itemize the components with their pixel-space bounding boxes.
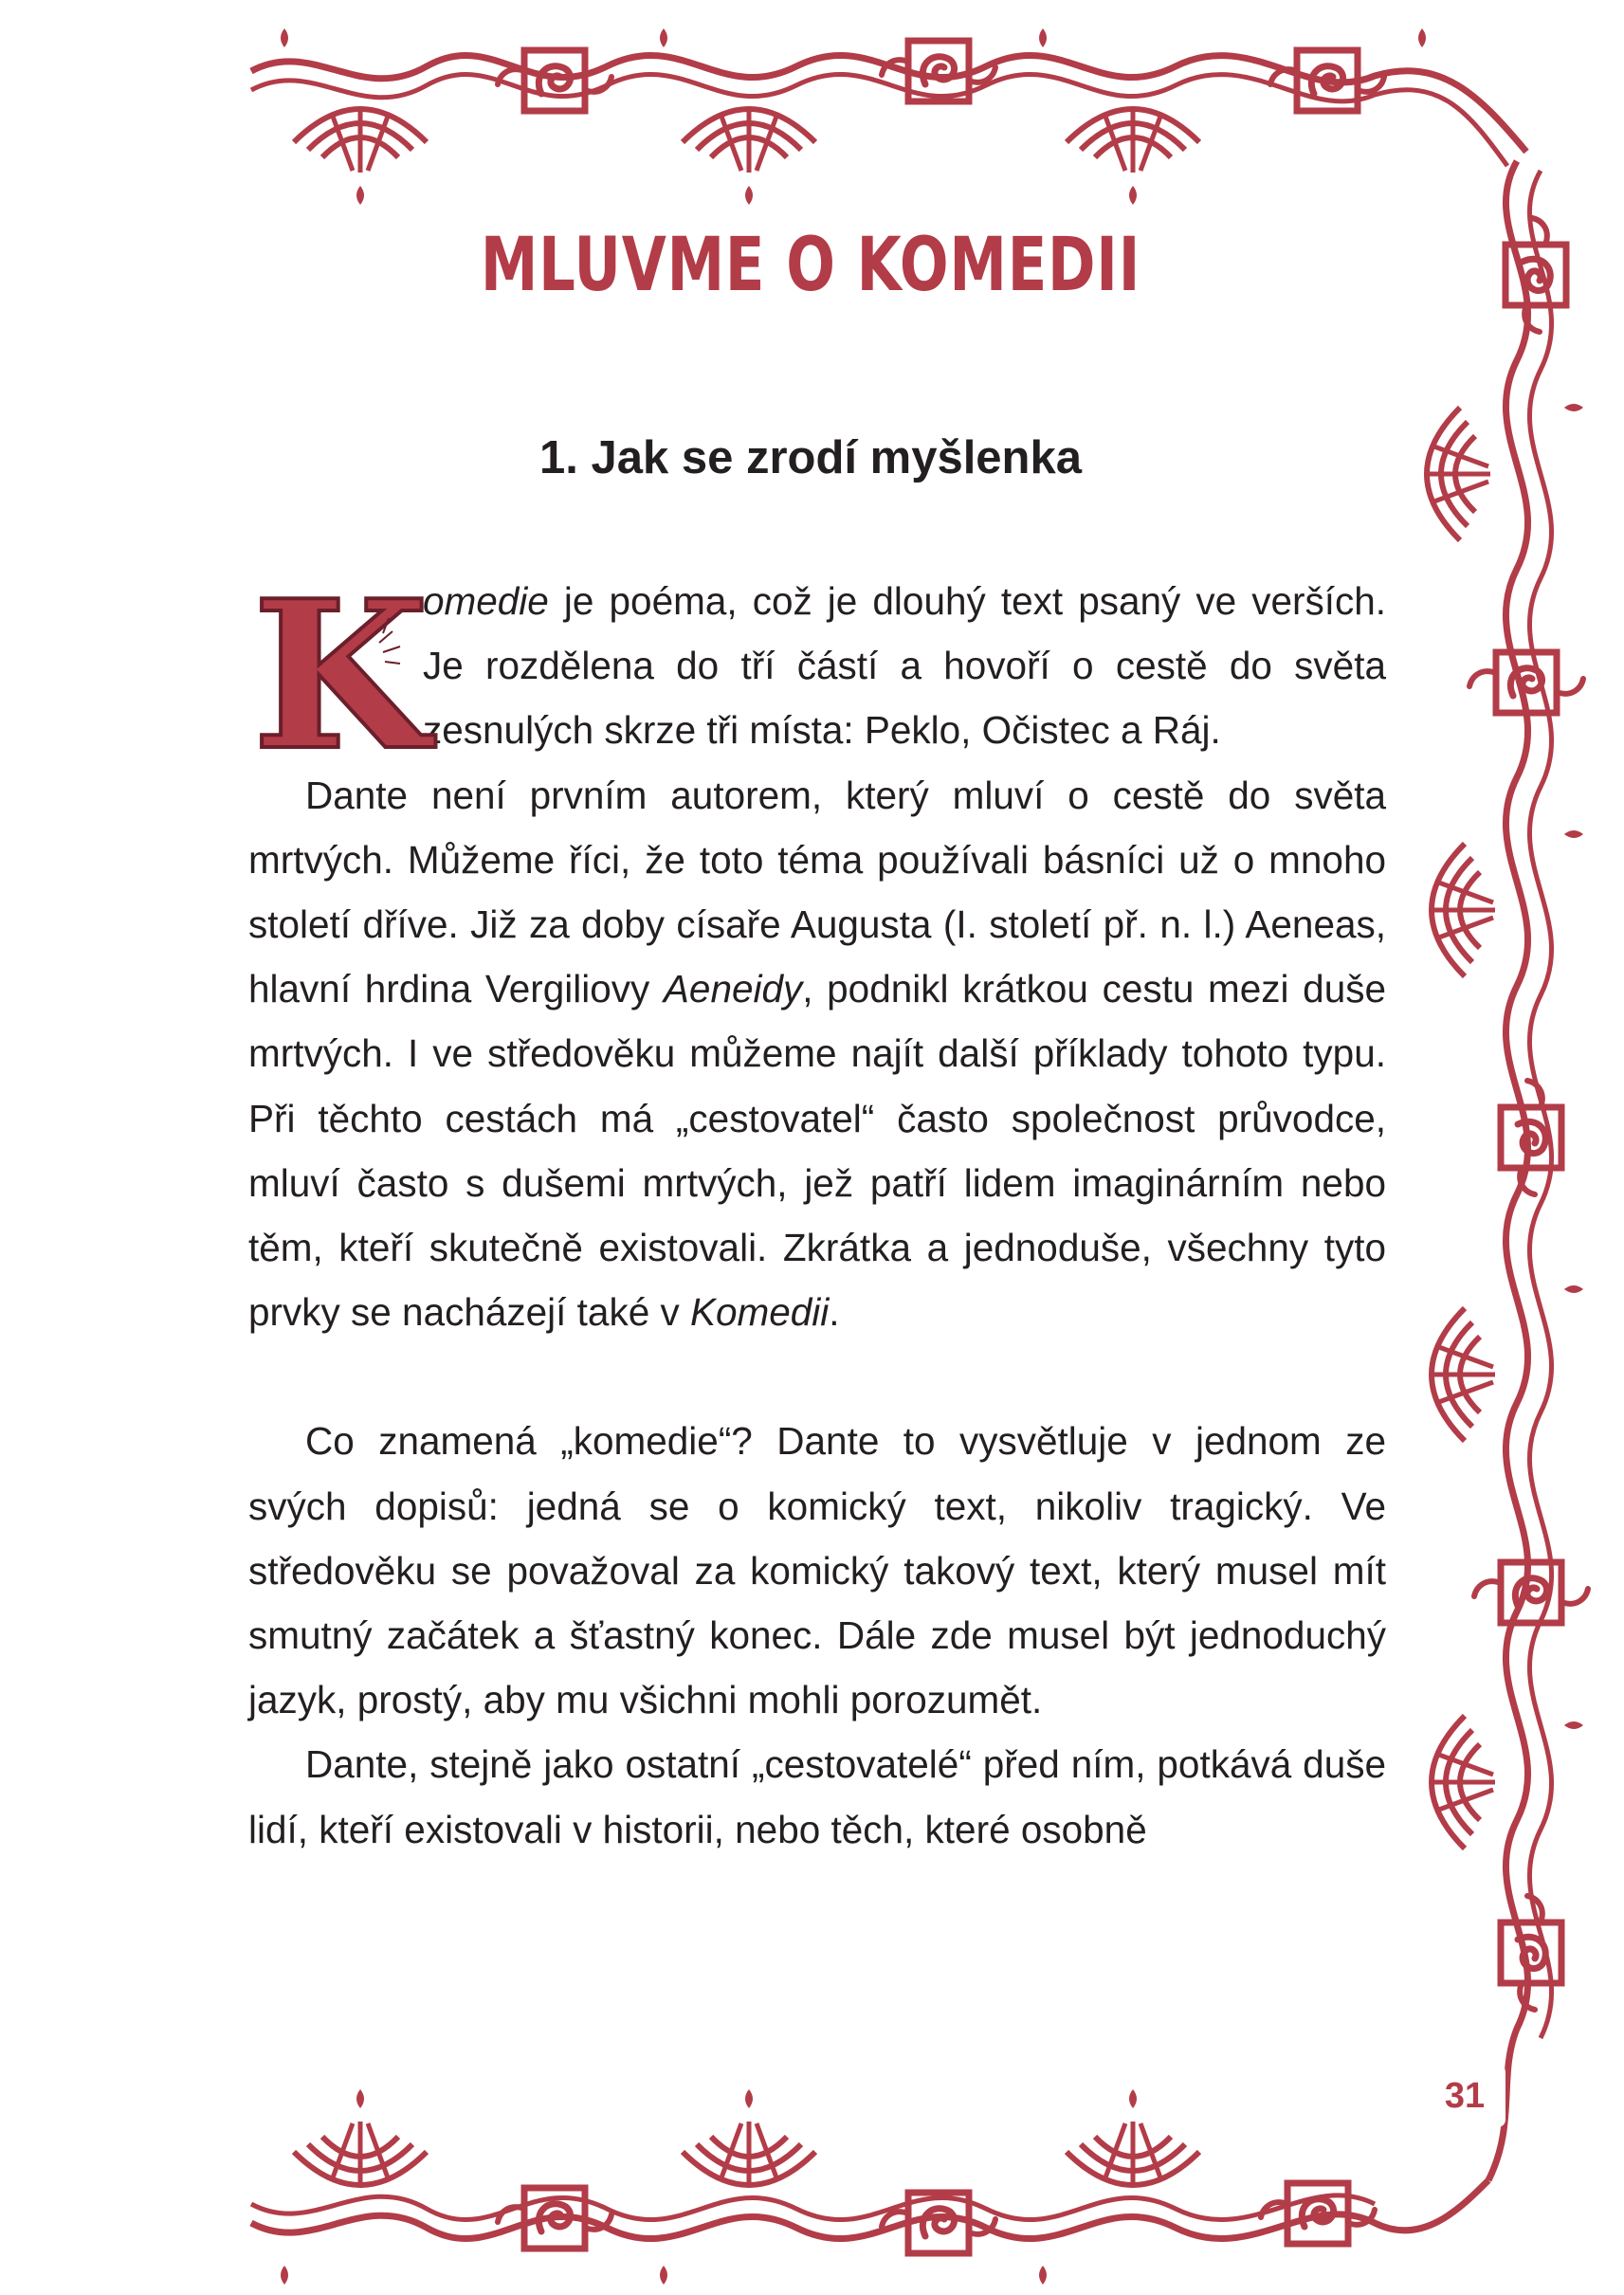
drop-cap-letter: K bbox=[252, 556, 429, 795]
page-number: 31 bbox=[1444, 2076, 1486, 2116]
dropcap-word-rest: omedie bbox=[423, 579, 549, 623]
paragraph-2: Dante není prvním autorem, který mluví o cestě do světa mrtvých. Můžeme říci, že toto téma používali básníci už o mnoho století dříve. Již za doby císaře Augusta (I. století př. n. l.) Aeneas, hlavní hrdina Vergiliovy Aeneidy, podnikl krátkou cestu mezi duše mrtvých. I ve středověku můžeme najít další příklady tohoto typu. Při těchto cestách má „cestovatel“ často společnost průvodce, mluví často s dušemi mrtvých, jež patří lidem imaginárním nebo těm, kteří skutečně existovali. Zkrátka a jednoduše, všechny tyto prvky se nacházejí také v Komedii. bbox=[248, 773, 1386, 1335]
chapter-title: MLUVME O KOMEDII bbox=[480, 223, 1141, 308]
paragraph-1: omedie je poéma, což je dlouhý text psaný ve verších. Je rozdělena do tří částí a hovoří o cestě do světa zesnulých skrze tři místa: Peklo, Očistec a Ráj. bbox=[423, 579, 1386, 753]
drop-cap bbox=[246, 556, 429, 795]
paragraph-4: Dante, stejně jako ostatní „cestovatelé“ před ním, potkává duše lidí, kteří existovali v historii, nebo těch, které osobně bbox=[248, 1742, 1386, 1851]
section-heading: 1. Jak se zrodí myšlenka bbox=[539, 432, 1082, 483]
body-text bbox=[248, 556, 1386, 1862]
paragraph-3: Co znamená „komedie“? Dante to vysvětluje v jednom ze svých dopisů: jedná se o komický text, nikoliv tragický. Ve středověku se považoval za komický takový text, který musel mít smutný začátek a šťastný konec. Dále zde musel být jednoduchý jazyk, prostý, aby mu všichni mohli porozumět. bbox=[248, 1419, 1386, 1722]
